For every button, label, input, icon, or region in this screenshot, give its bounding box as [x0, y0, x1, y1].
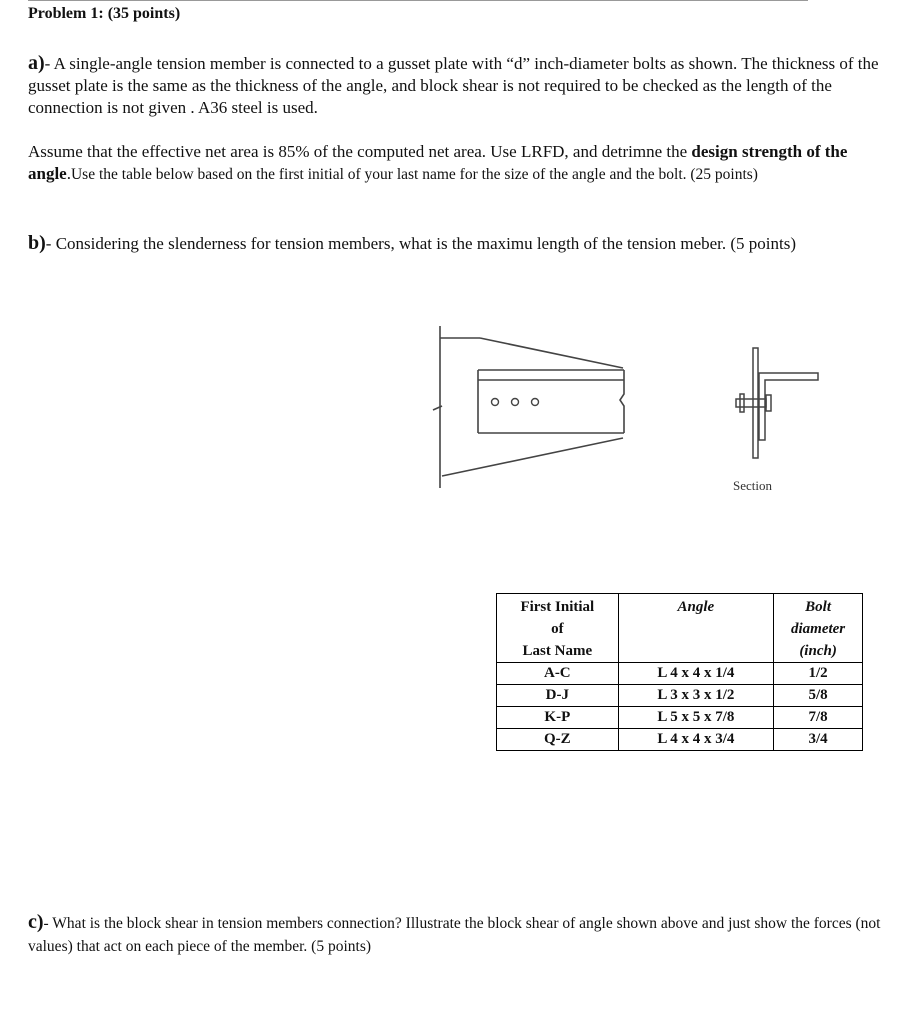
header-first-initial: First Initial of Last Name [497, 594, 619, 663]
cell-bolt: 5/8 [774, 685, 863, 707]
bolt-hole [532, 399, 539, 406]
cell-initial: Q-Z [497, 729, 619, 751]
cell-angle: L 5 x 5 x 7/8 [618, 707, 773, 729]
cell-initial: D-J [497, 685, 619, 707]
cell-initial: K-P [497, 707, 619, 729]
cell-bolt: 3/4 [774, 729, 863, 751]
bolt-hole [492, 399, 499, 406]
cell-bolt: 1/2 [774, 663, 863, 685]
angle-elevation [478, 370, 624, 433]
cell-angle: L 4 x 4 x 3/4 [618, 729, 773, 751]
part-b-text: - Considering the slenderness for tension members, what is the maximu length of the tension meber. (5 points) [45, 234, 797, 253]
section-label: Section [733, 478, 772, 493]
bolt-holes [492, 399, 539, 406]
part-c-statement [28, 911, 888, 958]
part-b-label: b) [28, 232, 46, 254]
connection-figure [428, 318, 828, 498]
cell-bolt: 7/8 [774, 707, 863, 729]
problem-title: Problem 1: (35 points) [28, 5, 181, 22]
section-view [736, 348, 818, 458]
section-gusset-plate [753, 348, 758, 458]
angle-bolt-table [496, 593, 863, 751]
gusset-top-slope [480, 338, 623, 368]
part-a-assumption: Assume that the effective net area is 85% of the computed net area. Use LRFD, and detrimne the [28, 142, 692, 161]
table-row [497, 663, 863, 685]
part-a-period: . [66, 164, 71, 183]
bolt-hole [512, 399, 519, 406]
header-angle: Angle [618, 594, 773, 663]
part-a-instructions [28, 141, 888, 186]
top-rule [28, 0, 808, 1]
table-row [497, 707, 863, 729]
section-bolt-nut [740, 394, 744, 412]
part-a-label: a) [28, 52, 45, 74]
gusset-plate-elevation [433, 326, 623, 488]
cell-angle: L 3 x 3 x 1/2 [618, 685, 773, 707]
part-c-label: c) [28, 911, 44, 933]
cell-initial: A-C [497, 663, 619, 685]
gusset-bottom-slope [442, 438, 623, 476]
section-bolt-head [766, 395, 771, 411]
cell-angle: L 4 x 4 x 1/4 [618, 663, 773, 685]
part-a-text: - A single-angle tension member is connected to a gusset plate with “d” inch-diameter bolts as shown. The thickness of the gusset plate is the same as the thickness of the angle, and block shear is not required to be checked as the length of the connection is not given . A36 steel is used. [28, 54, 879, 117]
header-bolt-diameter: Bolt diameter (inch) [774, 594, 863, 663]
part-c-text: - What is the block shear in tension members connection? Illustrate the block shear of angle shown above and just show the forces (not values) that act on each piece of the member. (5 points) [28, 915, 881, 955]
section-angle [759, 373, 818, 440]
design-strength-emphasis: design strength of the angle [28, 142, 848, 183]
table-row [497, 685, 863, 707]
table-header-row [497, 594, 863, 663]
table-row [497, 729, 863, 751]
part-b-statement [28, 232, 888, 255]
table-instruction: Use the table below based on the first initial of your last name for the size of the angle and the bolt. (25 points) [70, 166, 758, 183]
part-a-statement [28, 52, 888, 119]
